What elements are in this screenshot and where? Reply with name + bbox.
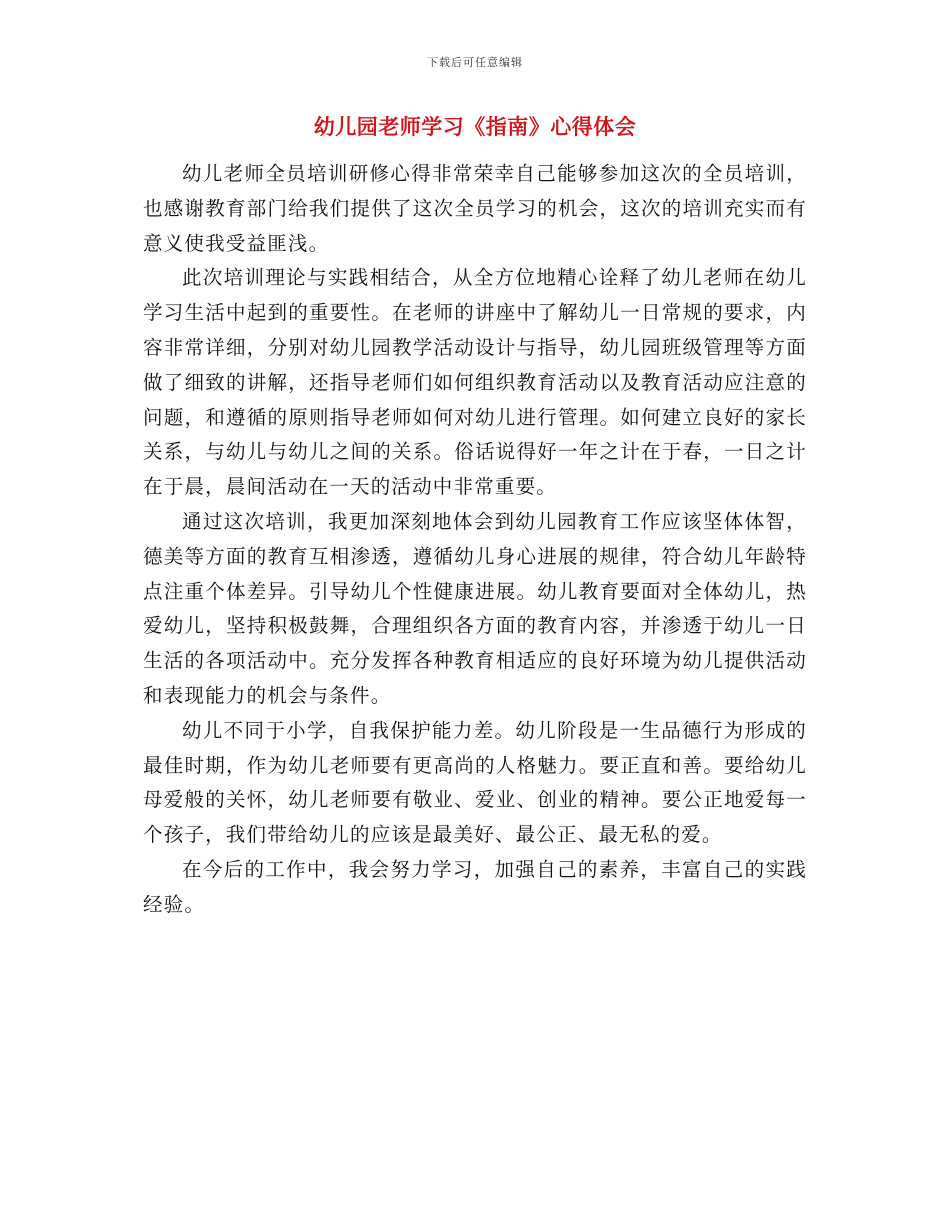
paragraph-3: 通过这次培训，我更加深刻地体会到幼儿园教育工作应该坚体体智，德美等方面的教育互相渗透，遵循幼儿身心进展的规律，符合幼儿年龄特点注重个体差异。引导幼儿个性健康进展。幼儿教育要面对全体幼儿，热爱幼儿，坚持积极鼓舞，合理组织各方面的教育内容，并渗透于幼儿一日生活的各项活动中。充分发挥各种教育相适应的良好环境为幼儿提供活动和表现能力的机会与条件。 (143, 509, 807, 707)
paragraph-5: 在今后的工作中，我会努力学习，加强自己的素养，丰富自己的实践经验。 (143, 857, 807, 916)
paragraph-4: 幼儿不同于小学，自我保护能力差。幼儿阶段是一生品德行为形成的最佳时期，作为幼儿老师要有更高尚的人格魅力。要正直和善。要给幼儿母爱般的关怀，幼儿老师要有敬业、爱业、创业的精神。要公正地爱每一个孩子，我们带给幼儿的应该是最美好、最公正、最无私的爱。 (143, 718, 807, 847)
header-note: 下载后可任意编辑 (427, 56, 523, 69)
document-title: 幼儿园老师学习《指南》心得体会 (313, 115, 637, 139)
paragraph-1: 幼儿老师全员培训研修心得非常荣幸自己能够参加这次的全员培训，也感谢教育部门给我们提供了这次全员学习的机会，这次的培训充实而有意义使我受益匪浅。 (143, 162, 807, 255)
paragraph-2: 此次培训理论与实践相结合，从全方位地精心诠释了幼儿老师在幼儿学习生活中起到的重要性。在老师的讲座中了解幼儿一日常规的要求，内容非常详细，分别对幼儿园教学活动设计与指导，幼儿园班级管理等方面做了细致的讲解，还指导老师们如何组织教育活动以及教育活动应注意的问题，和遵循的原则指导老师如何对幼儿进行管理。如何建立良好的家长关系，与幼儿与幼儿之间的关系。俗话说得好一年之计在于春，一日之计在于晨，晨间活动在一天的活动中非常重要。 (143, 266, 807, 499)
document-body (143, 157, 807, 923)
